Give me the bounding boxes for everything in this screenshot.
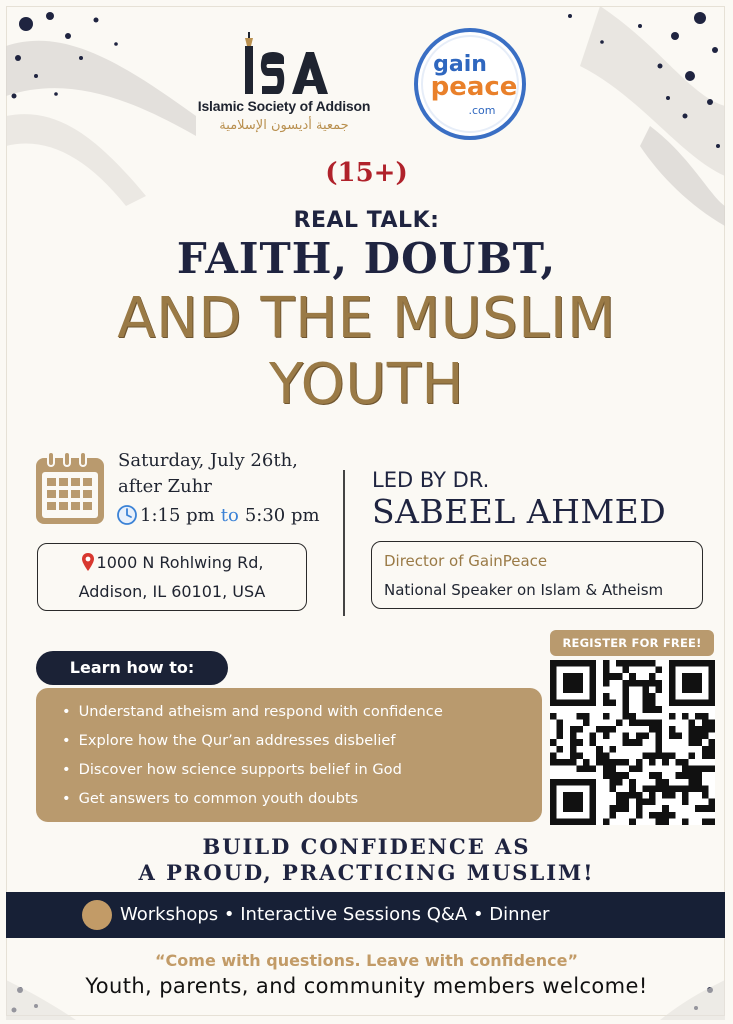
speaker-roles-box: [371, 541, 703, 609]
headline-kicker: REAL TALK:: [293, 208, 440, 233]
time-end: 5:30 pm: [244, 504, 320, 526]
gainpeace-word-peace: peace: [430, 72, 518, 102]
address-line-1: 1000 N Rohlwing Rd,: [96, 552, 264, 572]
title-line-3: YOUTH: [268, 352, 465, 417]
features-bar: [6, 892, 725, 938]
features-text: Workshops • Interactive Sessions Q&A • Dinner: [120, 904, 550, 925]
event-date: Saturday, July 26th,: [118, 450, 298, 471]
event-date-detail: after Zuhr: [118, 476, 212, 497]
led-by-label: LED BY DR.: [372, 468, 490, 492]
event-time: [116, 504, 320, 526]
learn-box: [36, 688, 542, 822]
time-start: 1:15 pm: [140, 504, 215, 526]
footer-quote: “Come with questions. Leave with confidence”: [155, 951, 578, 970]
title-line-2: AND THE MUSLIM: [117, 286, 616, 351]
vertical-divider: [343, 470, 345, 616]
address-line-2: Addison, IL 60101, USA: [78, 582, 266, 601]
learn-item: • Get answers to common youth doubts: [62, 787, 443, 816]
calendar-icon: [34, 450, 106, 526]
cta-line-1: BUILD CONFIDENCE AS: [202, 834, 531, 859]
time-to: to: [220, 504, 239, 526]
gainpeace-word-gain: gain: [433, 52, 487, 77]
isa-logo: [194, 22, 374, 140]
clock-icon: [116, 504, 138, 526]
register-label: REGISTER FOR FREE!: [550, 630, 714, 656]
gainpeace-logo: [412, 26, 528, 142]
location-pin-icon: [81, 552, 95, 572]
title-line-1: FAITH, DOUBT,: [176, 234, 557, 283]
gainpeace-domain: .com: [468, 104, 496, 117]
speaker-role-2: National Speaker on Islam & Atheism: [384, 581, 664, 599]
learn-item: • Discover how science supports belief in God: [62, 758, 443, 787]
speaker-name: SABEEL AHMED: [372, 492, 667, 531]
features-dot-icon: [82, 900, 112, 930]
registration-qr-code[interactable]: [550, 660, 715, 825]
age-requirement: (15+): [325, 158, 408, 188]
learn-item: • Explore how the Qur’an addresses disbelief: [62, 729, 443, 758]
learn-item: • Understand atheism and respond with confidence: [62, 700, 443, 729]
learn-heading: Learn how to:: [36, 651, 228, 685]
isa-name: Islamic Society of Addison: [197, 98, 371, 114]
learn-list: [62, 700, 443, 816]
isa-arabic-name: جمعية أديسون الإسلامية: [219, 118, 349, 133]
footer-welcome: Youth, parents, and community members welcome!: [85, 974, 648, 998]
top-right-splatter-decoration: [540, 6, 725, 226]
address-box: [37, 543, 307, 611]
isa-minaret-logo-mark: [240, 24, 330, 98]
address-line-1-row: [38, 552, 306, 572]
speaker-role-1: Director of GainPeace: [384, 552, 548, 570]
cta-line-2: A PROUD, PRACTICING MUSLIM!: [138, 860, 595, 885]
